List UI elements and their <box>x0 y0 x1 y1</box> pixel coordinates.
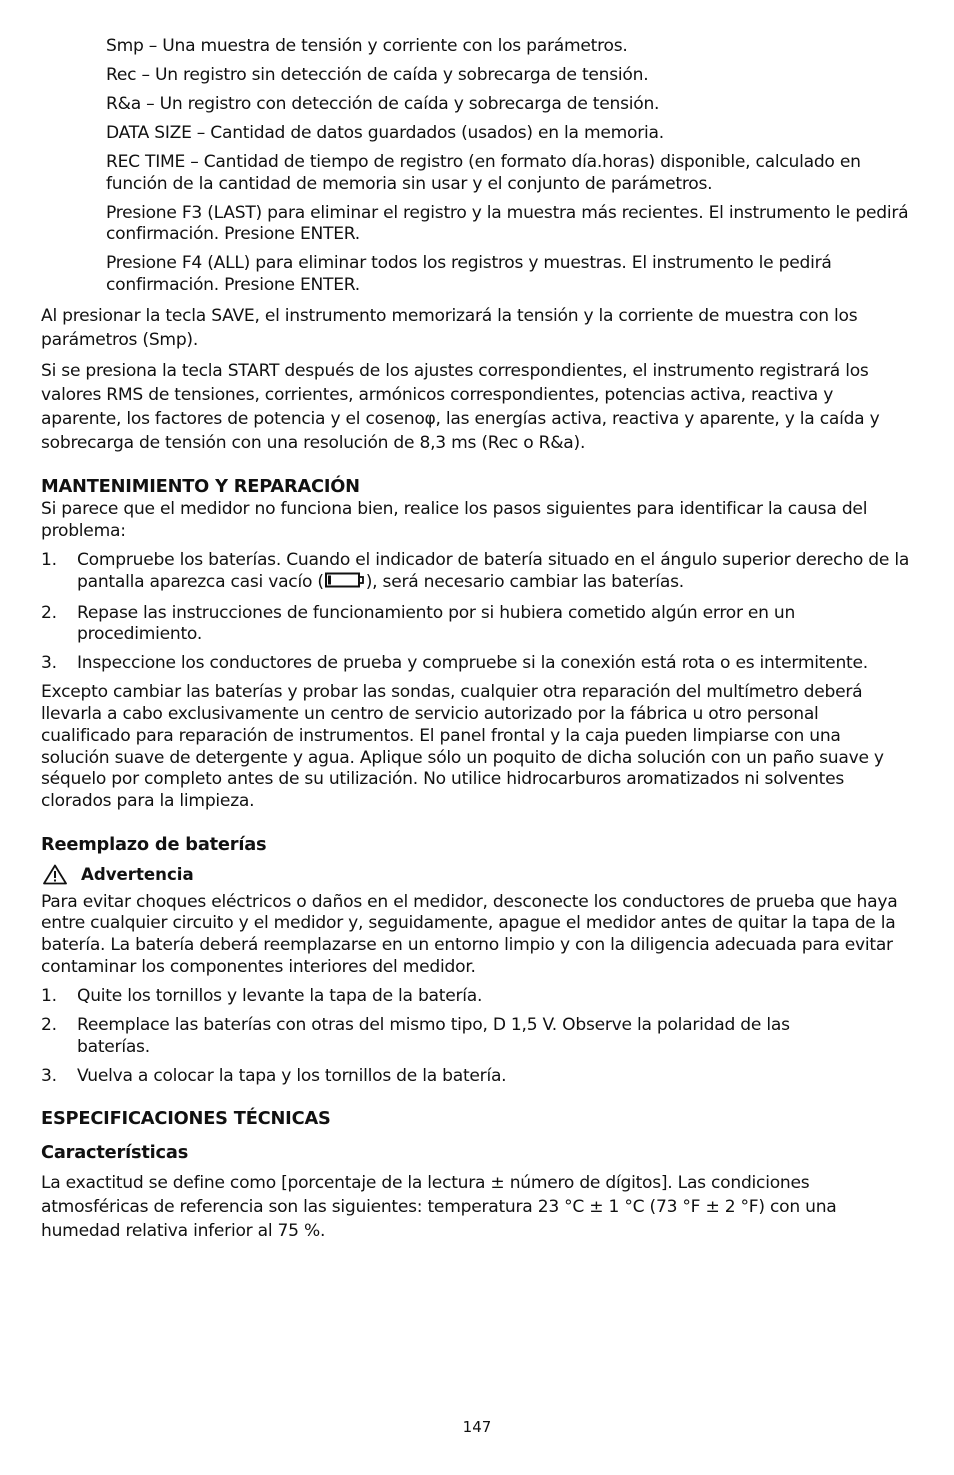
maintenance-step-3 <box>41 653 911 675</box>
battery-step-3 <box>41 1066 911 1088</box>
step-number: 1. <box>41 550 57 571</box>
step-number: 3. <box>41 1065 57 1086</box>
indent-item-rec: Rec – Un registro sin detección de caída y sobrecarga de tensión. <box>106 65 649 85</box>
indent-item-rec-time: REC TIME – Cantidad de tiempo de registro (en formato día.horas) disponible, calculado en función de la cantidad de memoria sin usar y el conjunto de parámetros. <box>106 152 861 194</box>
step-text: Inspeccione los conductores de prueba y compruebe si la conexión está rota o es intermitente. <box>77 653 868 674</box>
maintenance-step-2 <box>41 603 911 646</box>
paragraph-start: Si se presiona la tecla START después de los ajustes correspondientes, el instrumento registrará los valores RMS de tensiones, corrientes, armónicos correspondientes, potencias activa, reactiva y aparente, los factores de potencia y el cosenoφ, las energías activa, reactiva y aparente, y la caída y sobrecarga de tensión con una resolución de 8,3 ms (Rec o R&a). <box>41 361 880 453</box>
warning-text: Para evitar choques eléctricos o daños en el medidor, desconecte los conductores de prueba que haya entre cualquier circuito y el medidor y, seguidamente, apague el medidor antes de quitar la tapa de la batería. La batería deberá reemplazarse en un entorno limpio y con la diligencia adecuada para evitar contaminar los componentes interiores del medidor. <box>41 891 898 977</box>
step-text-after: ), será necesario cambiar las baterías. <box>365 571 684 592</box>
step-text: Vuelva a colocar la tapa y los tornillos de la batería. <box>77 1065 507 1086</box>
maintenance-heading: MANTENIMIENTO Y REPARACIÓN <box>41 476 360 497</box>
step-number: 1. <box>41 986 57 1007</box>
maintenance-closing: Excepto cambiar las baterías y probar las sondas, cualquier otra reparación del multímetro deberá llevarla a cabo exclusivamente un centro de servicio autorizado por la fábrica u otro personal cualificado para reparación de instrumentos. El panel frontal y la caja pueden limpiarse con una solución suave de detergente y agua. Aplique sólo un poquito de dicha solución con un paño suave y séquelo por completo antes de su utilización. No utilice hidrocarburos aromatizados ni solventes clorados para la limpieza. <box>41 682 884 811</box>
document-page <box>41 36 911 1250</box>
warning-label: Advertencia <box>81 864 194 884</box>
indent-item-ra: R&a – Un registro con detección de caída y sobrecarga de tensión. <box>106 94 660 114</box>
warning-callout <box>41 864 911 886</box>
step-number: 2. <box>41 1015 57 1036</box>
indent-item-f4: Presione F4 (ALL) para eliminar todos los registros y muestras. El instrumento le pedirá confirmación. Presione ENTER. <box>106 253 832 295</box>
indent-item-f3: Presione F3 (LAST) para eliminar el registro y la muestra más recientes. El instrumento le pedirá confirmación. Presione ENTER. <box>106 202 909 244</box>
step-text-before: Compruebe los baterías. Cuando el indicador de batería situado en el ángulo superior derecho de la pantalla aparezca casi vacío ( <box>77 550 910 592</box>
step-text: Reemplace las baterías con otras del mismo tipo, D 1,5 V. Observe la polaridad de las baterías. <box>77 1015 790 1057</box>
battery-step-1 <box>41 986 911 1008</box>
step-text: Quite los tornillos y levante la tapa de la batería. <box>77 986 483 1007</box>
maintenance-intro: Si parece que el medidor no funciona bien, realice los pasos siguientes para identificar la causa del problema: <box>41 499 868 541</box>
battery-step-2 <box>41 1015 911 1058</box>
paragraph-save: Al presionar la tecla SAVE, el instrumento memorizará la tensión y la corriente de muestra con los parámetros (Smp). <box>41 306 858 350</box>
step-number: 2. <box>41 602 57 623</box>
battery-heading: Reemplazo de baterías <box>41 833 267 855</box>
step-number: 3. <box>41 653 57 674</box>
specs-heading: ESPECIFICACIONES TÉCNICAS <box>41 1108 331 1130</box>
specs-text: La exactitud se define como [porcentaje de la lectura ± número de dígitos]. Las condiciones atmosféricas de referencia son las siguientes: temperatura 23 °C ± 1 °C (73 °F ± 2 °F) con una humedad relativa inferior al 75 %. <box>41 1173 837 1242</box>
page-number: 147 <box>462 1418 492 1436</box>
warning-triangle-icon <box>43 864 67 885</box>
maintenance-step-1 <box>41 550 911 595</box>
step-text: Repase las instrucciones de funcionamiento por si hubiera cometido algún error en un procedimiento. <box>77 602 796 645</box>
battery-empty-icon <box>325 572 365 596</box>
indent-item-smp: Smp – Una muestra de tensión y corriente con los parámetros. <box>106 36 628 56</box>
specs-subheading: Características <box>41 1142 189 1164</box>
indent-item-data-size: DATA SIZE – Cantidad de datos guardados (usados) en la memoria. <box>106 123 664 143</box>
